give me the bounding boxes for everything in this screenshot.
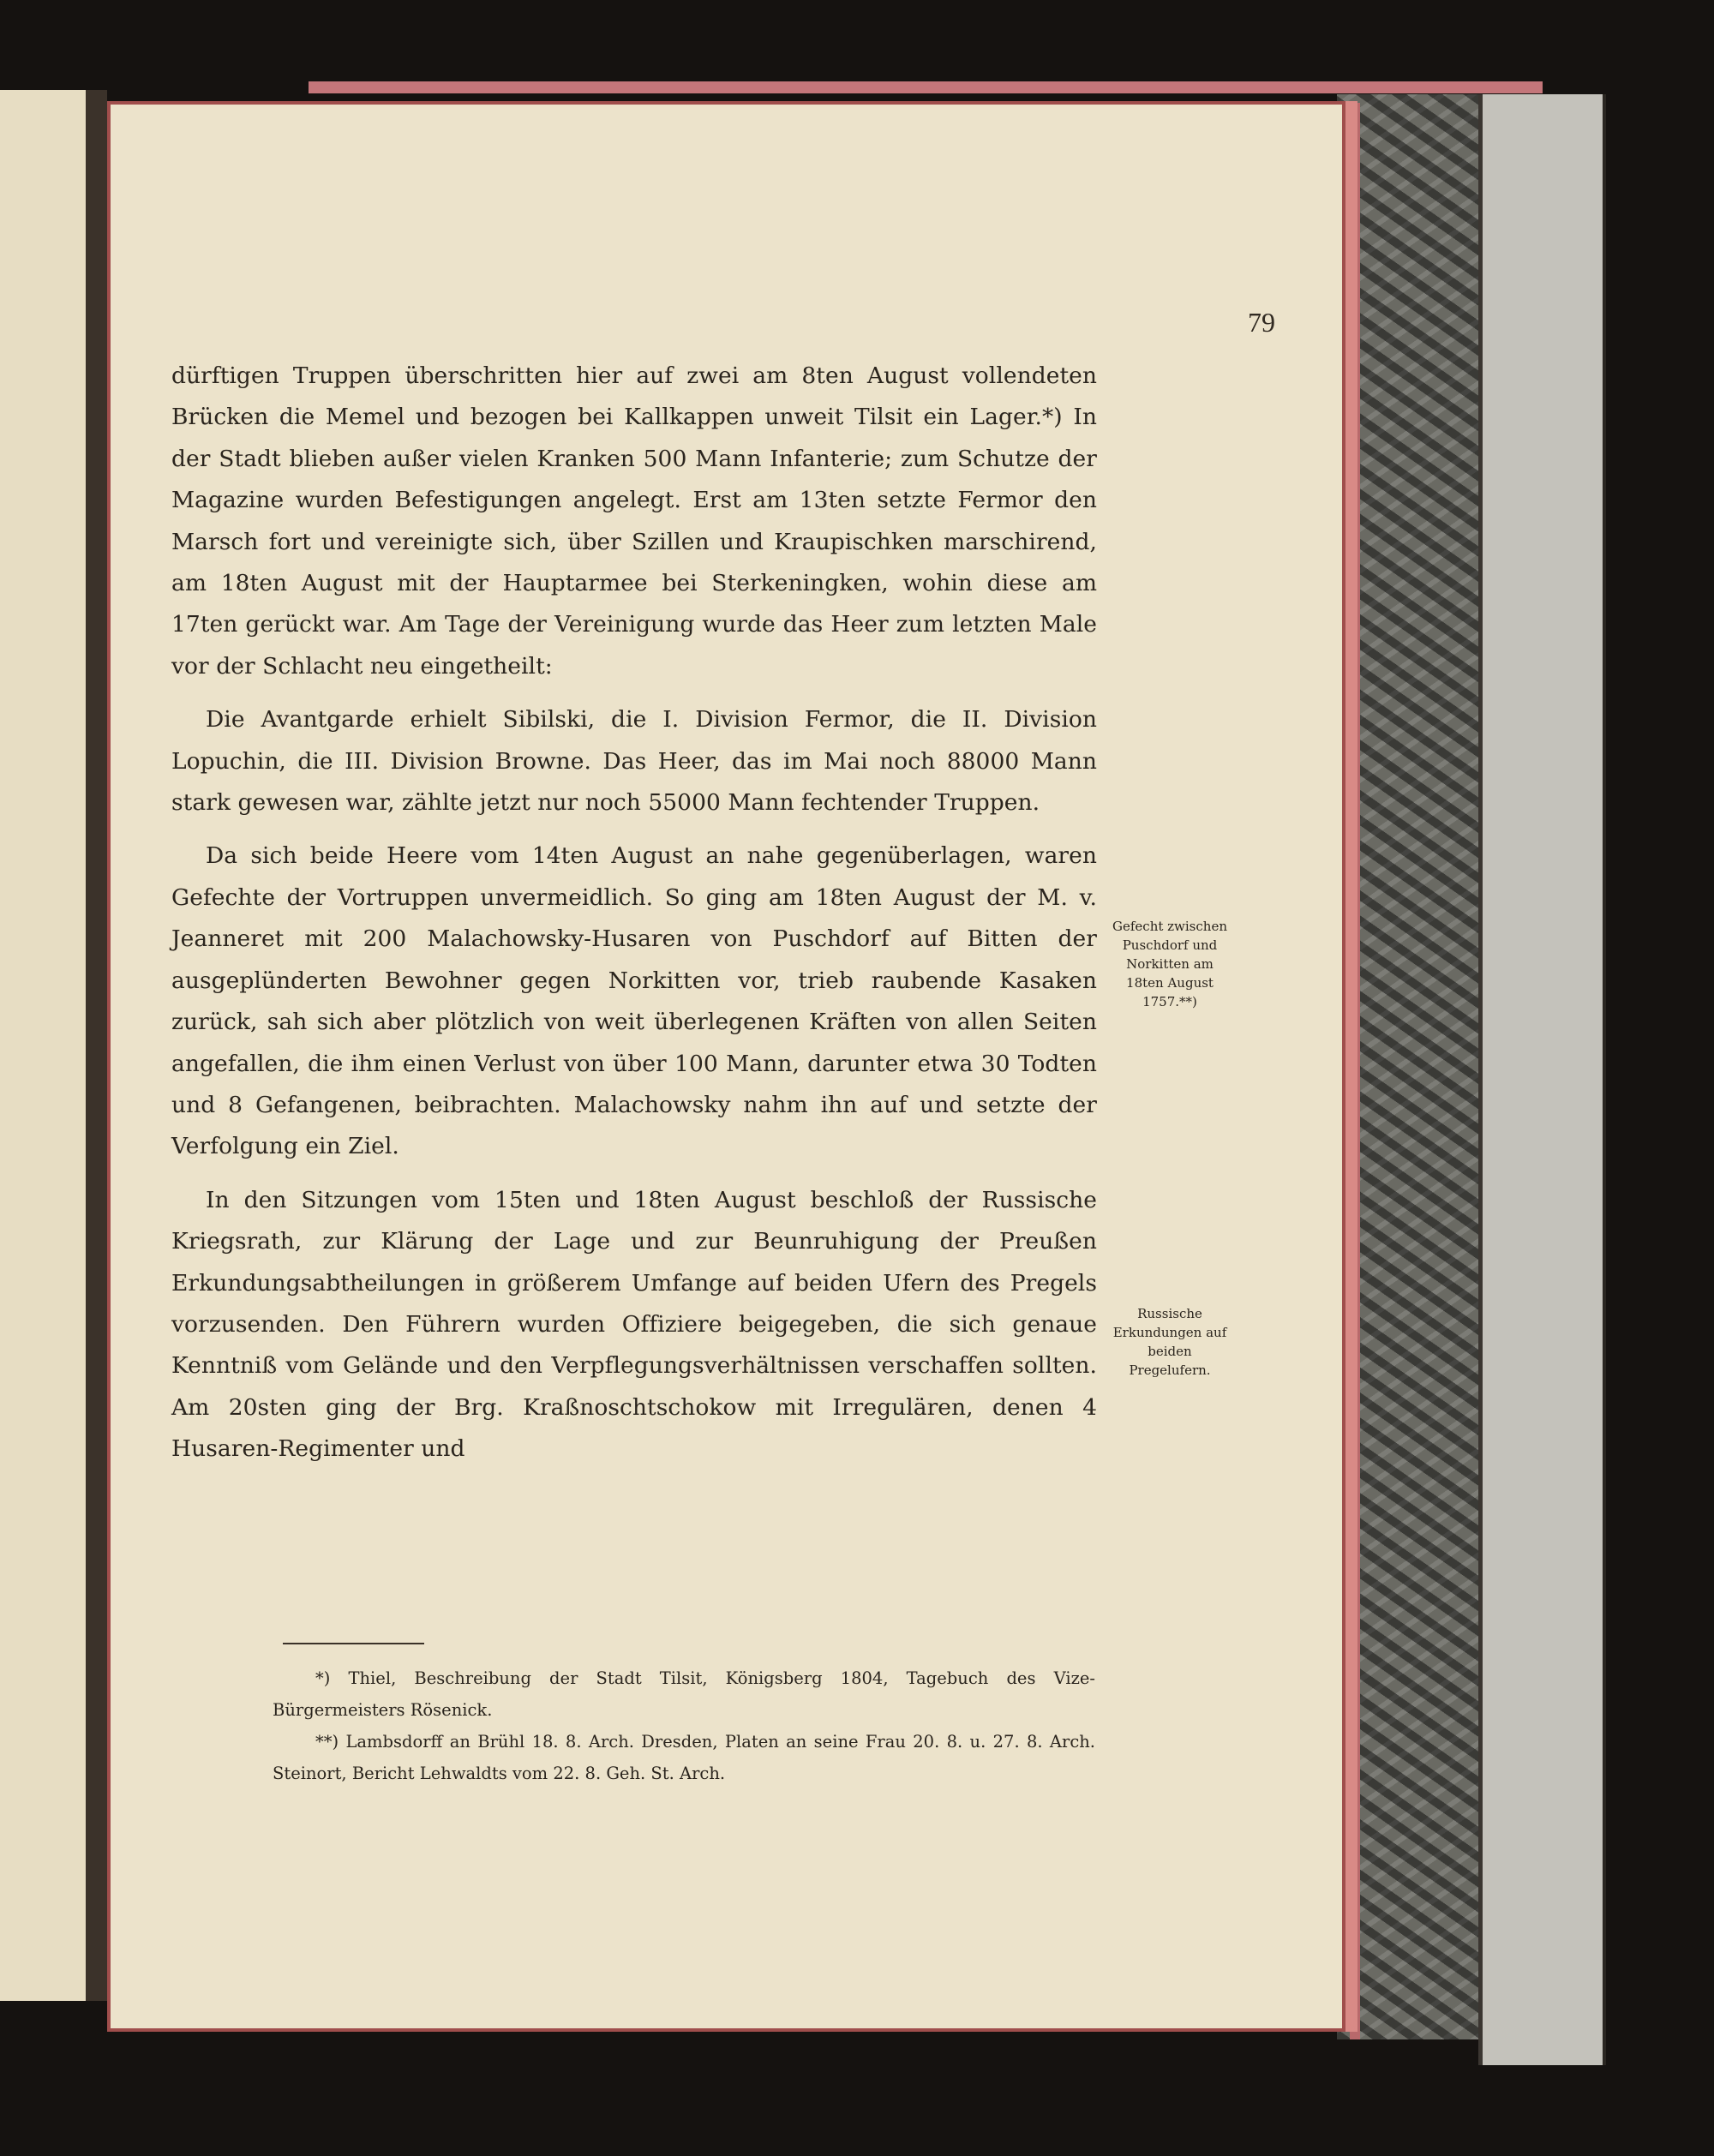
book-cover-right xyxy=(1478,94,1606,2065)
footnote-2: **) Lambsdorff an Brühl 18. 8. Arch. Dresden, Platen an seine Frau 20. 8. u. 27. 8. Arch. Steinort, Bericht Lehwaldts vom 22. 8. Geh. St. Arch. xyxy=(273,1732,1095,1783)
marginal-note-1: Gefecht zwischen Puschdorf und Norkitten am 18ten August 1757.**) xyxy=(1112,919,1227,1009)
paragraph-1: dürftigen Truppen überschritten hier auf zwei am 8ten August vollendeten Brücken die Memel und bezogen bei Kallkappen unweit Tilsit ein Lager.*) In der Stadt blieben außer vielen Kranken 500 Mann Infanterie; zum Schutze der Magazine wurden Befestigungen angelegt. Erst am 13ten setzte Fermor den Marsch fort und vereinigte sich, über Szillen und Kraupischken marschirend, am 18ten August mit der Hauptarmee bei Sterkeningken, wohin diese am 17ten gerückt war. Am Tage der Vereinigung wurde das Heer zum letzten Male vor der Schlacht neu eingetheilt: xyxy=(171,362,1097,680)
footnote-1: *) Thiel, Beschreibung der Stadt Tilsit, Königsberg 1804, Tagebuch des Vize-Bürgermeisters Rösenick. xyxy=(273,1668,1095,1720)
marginal-note-2: Russische Erkundungen auf beiden Pregelufern. xyxy=(1112,1306,1227,1378)
book-gutter xyxy=(86,90,107,2001)
paragraph-4: In den Sitzungen vom 15ten und 18ten August beschloß der Russische Kriegsrath, zur Klärung der Lage und zur Beunruhigung der Preußen Erkundungsabtheilungen in größerem Umfange auf beiden Ufern des Pregels vorzusenden. Den Führern wurden Offiziere beigegeben, die sich genaue Kenntniß vom Gelände und den Verpflegungsverhältnissen verschaffen sollten. Am 20sten ging der Brg. Kraßnoschtschokow mit Irregulären, denen 4 Husaren-Regimenter und xyxy=(171,1186,1097,1463)
left-page-edge xyxy=(0,90,88,2001)
footnote-rule xyxy=(283,1643,424,1644)
footnotes xyxy=(273,1662,1095,1789)
paragraph-2: Die Avantgarde erhielt Sibilski, die I. Division Fermor, die II. Division Lopuchin, die III. Division Browne. Das Heer, das im Mai noch 88000 Mann stark gewesen war, zählte jetzt nur noch 55000 Mann fechtender Truppen. xyxy=(171,706,1097,817)
top-edge-stripe xyxy=(309,81,1543,93)
paragraph-3: Da sich beide Heere vom 14ten August an nahe gegenüberlagen, waren Gefechte der Vortruppen unvermeidlich. So ging am 18ten August der M. v. Jeanneret mit 200 Malachowsky-Husaren von Puschdorf auf Bitten der ausgeplünderten Bewohner gegen Norkitten vor, trieb raubende Kasaken zurück, sah sich aber plötzlich von weit überlegenen Kräften von allen Seiten angefallen, die ihm einen Verlust von über 100 Mann, darunter etwa 30 Todten und 8 Gefangenen, beibrachten. Malachowsky nahm ihn auf und setzte der Verfolgung ein Ziel. xyxy=(171,842,1097,1160)
page-number: 79 xyxy=(1248,307,1275,338)
main-text xyxy=(171,356,1097,1470)
